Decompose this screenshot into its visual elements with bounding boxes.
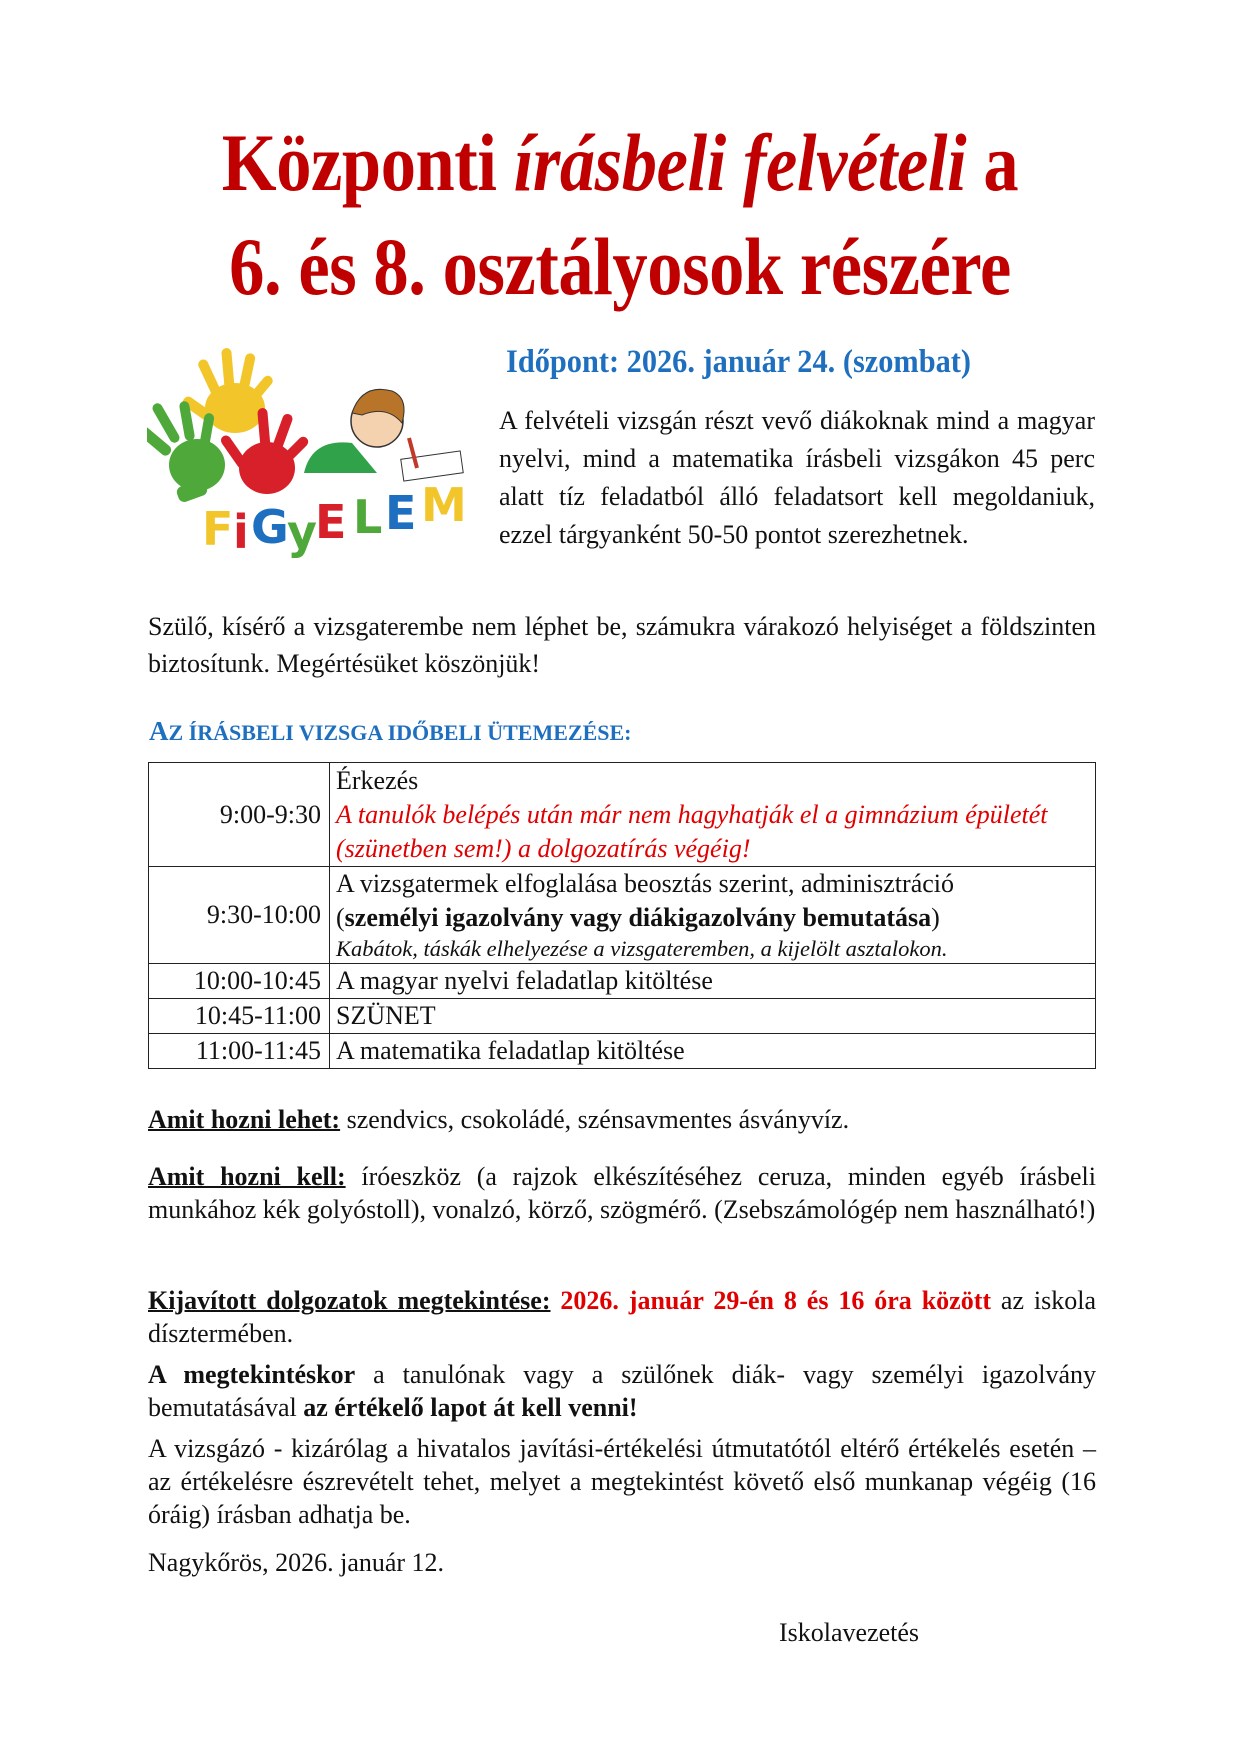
- schedule-table: [148, 762, 1096, 1069]
- page-title-line-1: [173, 117, 1067, 208]
- activity-cell: A matematika feladatlap kitöltése: [330, 1034, 1096, 1069]
- review-note-bold-end: az értékelő lapot át kell venni!: [303, 1393, 638, 1422]
- svg-text:G: G: [251, 500, 289, 554]
- figyelem-illustration: [147, 343, 477, 558]
- exam-date-heading: Időpont: 2026. január 24. (szombat): [506, 344, 972, 380]
- must-bring-label: Amit hozni kell:: [148, 1162, 346, 1191]
- review-paragraph: [148, 1284, 1096, 1350]
- time-cell: 10:45-11:00: [149, 999, 330, 1034]
- hand-prints-icon: [147, 343, 477, 558]
- time-cell: 9:30-10:00: [149, 867, 330, 964]
- table-row: [149, 999, 1096, 1034]
- appeal-paragraph: A vizsgázó - kizárólag a hivatalos javítási-értékelési útmutatótól eltérő értékelés esetén – az értékelésre észrevételt tehet, melyet a megtekintést követő első munkanap végéig (16 óráig) írásban adhatja be.: [148, 1434, 1096, 1529]
- review-date: 2026. január 29-én 8 és 16 óra között: [550, 1286, 992, 1315]
- svg-text:E: E: [315, 495, 347, 549]
- time-cell: 9:00-9:30: [149, 763, 330, 867]
- review-location: az iskola dísztermében.: [148, 1286, 1096, 1348]
- svg-text:F: F: [202, 502, 234, 556]
- activity-cell: [330, 867, 1096, 964]
- activity-text: Érkezés: [336, 765, 419, 795]
- paren-close: ): [931, 903, 940, 932]
- review-note-text: a tanulónak vagy a szülőnek diák- vagy személyi igazolvány bemutatásával: [148, 1360, 1096, 1422]
- activity-cell: [330, 763, 1096, 867]
- table-row: [149, 763, 1096, 867]
- activity-cell: SZÜNET: [330, 999, 1096, 1034]
- can-bring-text: szendvics, csokoládé, szénsavmentes ásványvíz.: [340, 1105, 850, 1134]
- parent-notice-paragraph: Szülő, kísérő a vizsgaterembe nem léphet be, számukra várakozó helyiséget a földszinten biztosítunk. Megértésüket köszönjük!: [148, 612, 1096, 678]
- intro-paragraph: A felvételi vizsgán részt vevő diákoknak mind a magyar nyelvi, mind a matematika írásbeli vizsgákon 45 perc alatt tíz feladatból álló feladatsort kell megoldaniuk, ezzel tárgyanként 50-50 pontot szerezhetnek.: [499, 406, 1095, 549]
- activity-text: A vizsgatermek elfoglalása beosztás szerint, adminisztráció: [336, 869, 954, 898]
- svg-text:i: i: [233, 505, 249, 558]
- id-requirement-bold: személyi igazolvány vagy diákigazolvány bemutatása: [344, 903, 932, 932]
- activity-cell: A magyar nyelvi feladatlap kitöltése: [330, 964, 1096, 999]
- table-row: [149, 964, 1096, 999]
- must-bring-text: íróeszköz (a rajzok elkészítéséhez ceruza, minden egyéb írásbeli munkához kék golyóstoll), vonalzó, körző, szögmérő. (Zsebszámológép nem használható!): [148, 1162, 1096, 1224]
- signature: Iskolavezetés: [779, 1618, 920, 1647]
- page-title-line-2: 6. és 8. osztályosok részére: [229, 221, 1011, 312]
- place-date: Nagykőrös, 2026. január 12.: [148, 1548, 445, 1577]
- svg-text:M: M: [421, 478, 467, 532]
- table-row: [149, 867, 1096, 964]
- schedule-heading-initial: A: [149, 716, 169, 746]
- review-note-paragraph: [148, 1358, 1096, 1424]
- title-end-text: a: [966, 117, 1019, 208]
- review-label: Kijavított dolgozatok megtekintése:: [148, 1286, 551, 1315]
- table-row: [149, 1034, 1096, 1069]
- must-bring-paragraph: [148, 1160, 1096, 1226]
- title-text: Központi: [221, 117, 514, 208]
- review-note-bold-start: A megtekintéskor: [148, 1360, 356, 1389]
- id-requirement-text: [336, 901, 1089, 935]
- can-bring-label: Amit hozni lehet:: [148, 1105, 341, 1134]
- svg-text:L: L: [353, 490, 383, 544]
- svg-text:E: E: [385, 486, 417, 540]
- time-cell: 10:00-10:45: [149, 964, 330, 999]
- warning-note: A tanulók belépés után már nem hagyhatják el a gimnázium épületét (szünetben sem!) a dolgozatírás végéig!: [336, 799, 1048, 863]
- can-bring-paragraph: [148, 1103, 1096, 1136]
- paren-open: (: [336, 903, 345, 932]
- writing-boy-icon: [304, 389, 463, 481]
- coats-note: Kabátok, táskák elhelyezése a vizsgateremben, a kijelölt asztalokon.: [336, 936, 948, 961]
- title-italic-text: írásbeli felvételi: [513, 117, 967, 208]
- schedule-heading: [149, 716, 631, 747]
- svg-text:y: y: [287, 505, 317, 558]
- time-cell: 11:00-11:45: [149, 1034, 330, 1069]
- schedule-heading-rest: Z ÍRÁSBELI VIZSGA IDŐBELI ÜTEMEZÉSE:: [168, 720, 632, 745]
